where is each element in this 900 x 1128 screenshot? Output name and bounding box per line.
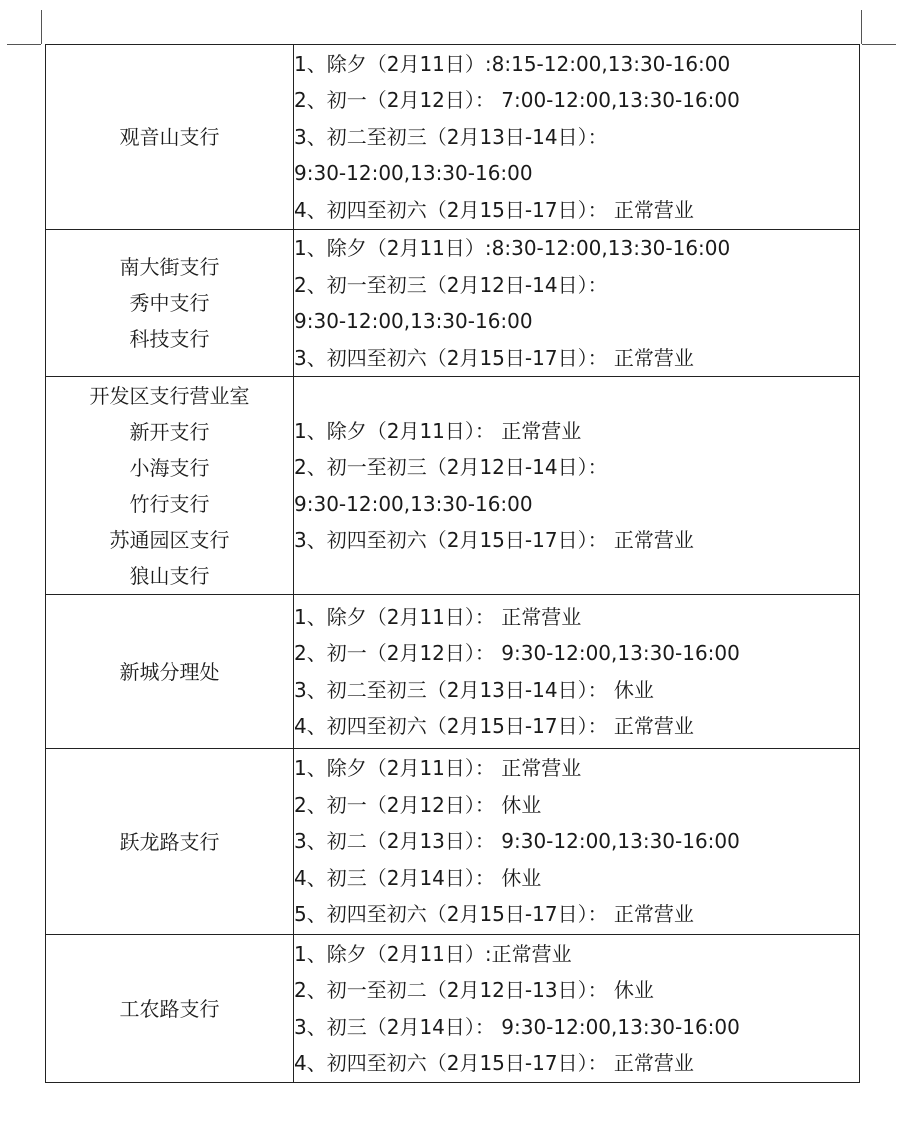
hours-cell: [294, 595, 860, 749]
branch-cell: [46, 230, 294, 377]
hours-line: 3、初四至初六（2月15日-17日）： 正常营业: [294, 345, 694, 370]
page-corner-mark-right-horizontal: [862, 44, 896, 45]
hours-line: 3、初二至初三（2月13日-14日）：: [294, 124, 608, 149]
hours-line: 9:30-12:00,13:30-16:00: [294, 161, 533, 186]
hours-line: 4、初四至初六（2月15日-17日）： 正常营业: [294, 714, 694, 738]
hours-line: 4、初三（2月14日）： 休业: [294, 865, 542, 890]
page-corner-mark-right-vertical: [861, 10, 862, 44]
branch-cell: [46, 749, 294, 935]
hours-line: 1、除夕（2月11日）： 正常营业: [294, 756, 582, 781]
hours-line: 4、初四至初六（2月15日-17日）： 正常营业: [294, 1051, 694, 1075]
branch-name: 秀中支行: [129, 291, 210, 315]
hours-line: 3、初四至初六（2月15日-17日）： 正常营业: [294, 528, 694, 552]
hours-line: 2、初一（2月12日）： 9:30-12:00,13:30-16:00: [294, 641, 740, 665]
branch-name: 小海支行: [129, 455, 210, 480]
hours-line: 1、除夕（2月11日）： 正常营业: [294, 604, 582, 629]
hours-cell: [294, 45, 860, 230]
branch-name: 新城分理处: [119, 659, 220, 684]
hours-line: 2、初一（2月12日）： 7:00-12:00,13:30-16:00: [294, 88, 740, 113]
hours-line: 3、初二（2月13日）： 9:30-12:00,13:30-16:00: [294, 829, 740, 854]
hours-line: 1、除夕（2月11日）:正常营业: [294, 941, 572, 966]
branch-name: 竹行支行: [129, 491, 210, 516]
hours-cell: [294, 749, 860, 935]
hours-cell: [294, 230, 860, 377]
hours-line: 4、初四至初六（2月15日-17日）： 正常营业: [294, 197, 694, 222]
page-corner-mark-left-horizontal: [7, 44, 41, 45]
table-row: [46, 749, 860, 935]
hours-line: 2、初一至初二（2月12日-13日）： 休业: [294, 978, 654, 1002]
table-row: [46, 230, 860, 377]
branch-name: 跃龙路支行: [119, 829, 220, 854]
hours-line: 9:30-12:00,13:30-16:00: [294, 309, 533, 333]
table-row: [46, 935, 860, 1083]
table-row: [46, 595, 860, 749]
hours-line: 1、除夕（2月11日）： 正常营业: [294, 418, 582, 443]
branch-cell: [46, 935, 294, 1083]
hours-line: 3、初二至初三（2月13日-14日）： 休业: [294, 677, 654, 702]
hours-line: 1、除夕（2月11日）:8:30-12:00,13:30-16:00: [294, 236, 731, 260]
hours-line: 2、初一至初三（2月12日-14日）：: [294, 272, 608, 297]
hours-line: 5、初四至初六（2月15日-17日）： 正常营业: [294, 902, 694, 927]
table-row: [46, 45, 860, 230]
branch-name: 苏通园区支行: [109, 527, 230, 552]
page-corner-mark-left-vertical: [41, 10, 42, 44]
hours-line: 9:30-12:00,13:30-16:00: [294, 491, 533, 516]
branch-name: 工农路支行: [119, 996, 220, 1021]
branch-name: 南大街支行: [119, 255, 220, 279]
branch-name: 新开支行: [129, 419, 210, 444]
hours-cell: [294, 935, 860, 1083]
hours-line: 3、初三（2月14日）： 9:30-12:00,13:30-16:00: [294, 1014, 740, 1039]
branch-name: 科技支行: [129, 327, 210, 351]
holiday-hours-table: [45, 44, 860, 1083]
hours-line: 2、初一至初三（2月12日-14日）：: [294, 455, 608, 479]
branch-name: 开发区支行营业室: [89, 383, 250, 408]
branch-cell: [46, 45, 294, 230]
branch-name: 狼山支行: [129, 563, 210, 588]
branch-name: 观音山支行: [119, 125, 220, 149]
holiday-hours-table-body: [46, 45, 860, 1083]
hours-line: 2、初一（2月12日）： 休业: [294, 792, 542, 817]
table-row: [46, 377, 860, 595]
hours-line: 1、除夕（2月11日）:8:15-12:00,13:30-16:00: [294, 51, 731, 76]
hours-cell: [294, 377, 860, 595]
branch-cell: [46, 377, 294, 595]
branch-cell: [46, 595, 294, 749]
